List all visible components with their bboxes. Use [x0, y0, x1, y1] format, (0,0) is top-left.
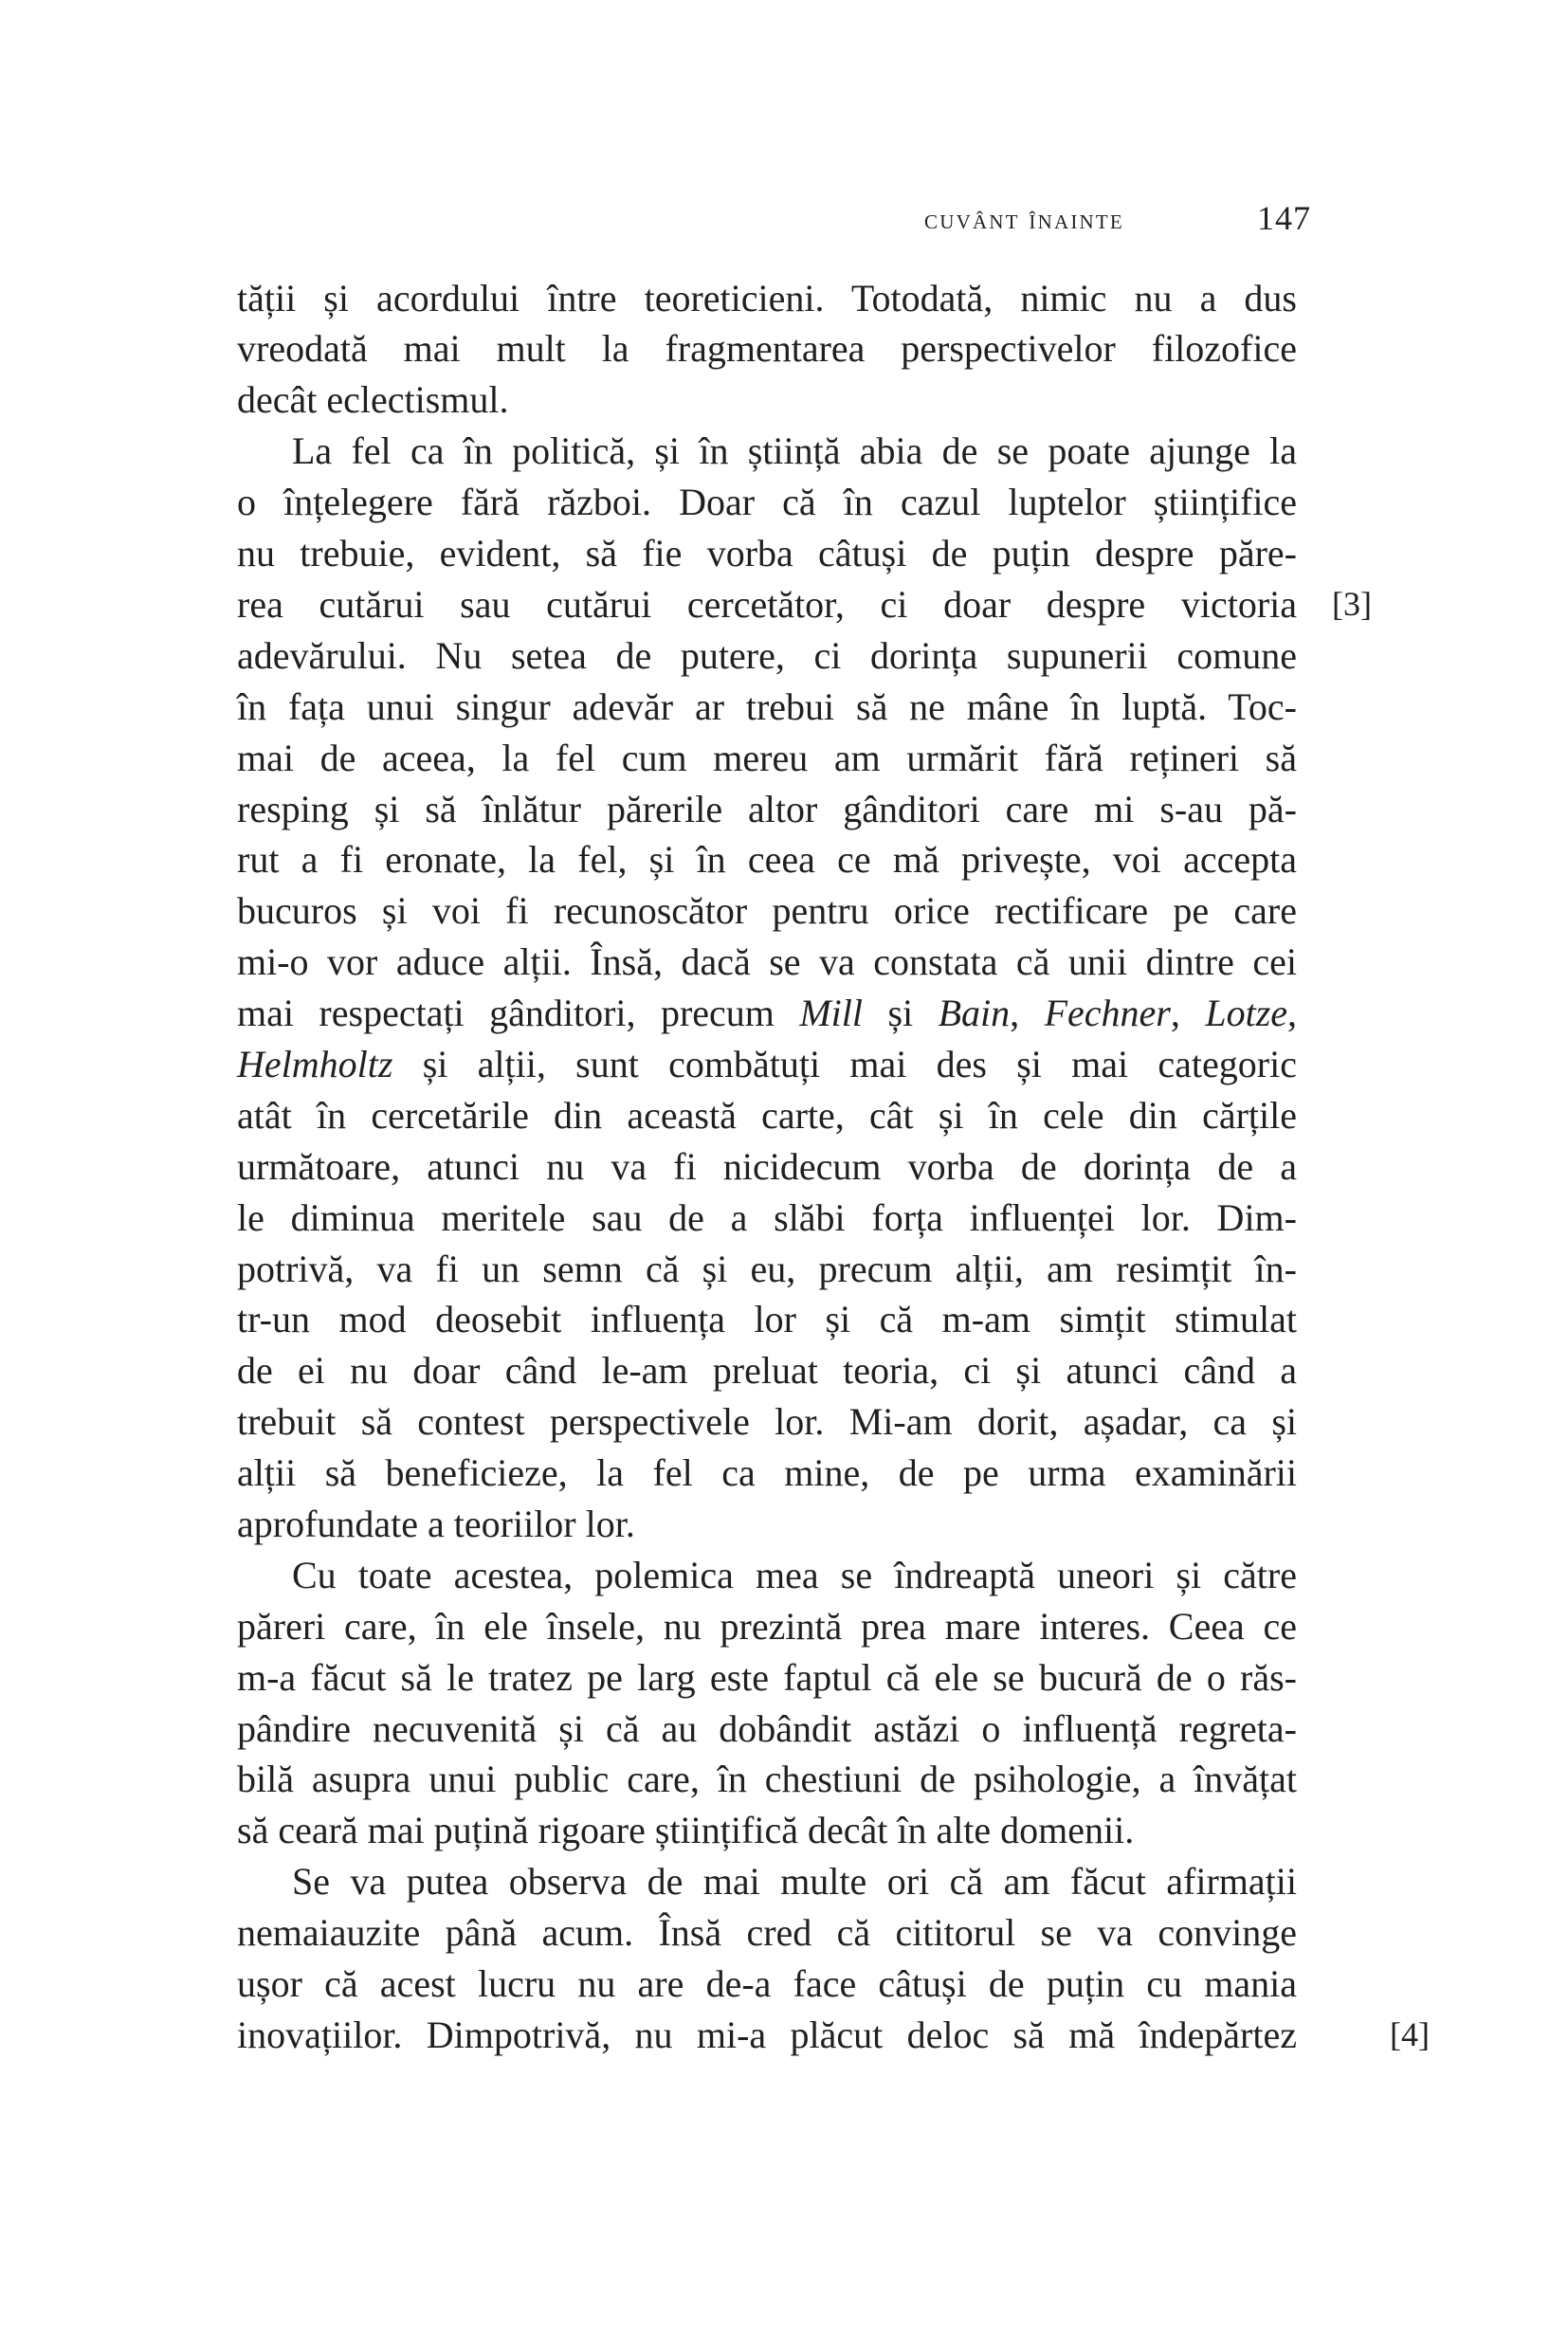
text-line: adevărului. Nu setea de putere, ci dorința supunerii comune	[237, 633, 1297, 677]
text-line: o înțelegere fără război. Doar că în cazul luptelor științifice	[237, 481, 1297, 524]
text-line: aprofundate a teoriilor lor.	[237, 1502, 635, 1545]
text-line: rut a fi eronate, la fel, și în ceea ce mă privește, voi accepta	[237, 838, 1297, 882]
text-line: le diminua meritele sau de a slăbi forța influenței lor. Dim-	[237, 1195, 1297, 1239]
text-segment: mai respectați gânditori, precum	[237, 992, 800, 1035]
text-line: Cu toate acestea, polemica mea se îndreaptă uneori și către	[292, 1553, 1297, 1596]
text-line: m-a făcut să le tratez pe larg este faptul că ele se bucură de o răs-	[237, 1655, 1297, 1699]
text-line: tății și acordului între teoreticieni. Totodată, nimic nu a dus	[237, 276, 1297, 319]
text-line: bilă asupra unui public care, în chestiuni de psihologie, a învățat	[237, 1758, 1297, 1801]
text-line: mai de aceea, la fel cum mereu am urmărit fără rețineri să	[237, 736, 1297, 779]
text-line: Se va putea observa de mai multe ori că am făcut afirmații	[292, 1860, 1297, 1904]
text-line: La fel ca în politică, și în știință abia de se poate ajunge la	[292, 429, 1297, 473]
text-segment: și	[863, 992, 939, 1035]
text-line: alții să beneficieze, la fel ca mine, de pe urma examinării	[237, 1451, 1297, 1495]
text-line-with-names	[237, 988, 1297, 1039]
text-line: potrivă, va fi un semn că și eu, precum alții, am resimțit în-	[237, 1247, 1297, 1290]
text-segment: ,	[1170, 992, 1206, 1035]
text-line: nemaiauzite până acum. Însă cred că cititorul se va convinge	[237, 1911, 1297, 1955]
margin-page-reference-3: [3]	[1332, 585, 1372, 623]
text-line: tr-un mod deosebit influența lor și că m-am simțit stimulat	[237, 1298, 1297, 1341]
text-line: mi-o vor aduce alții. Însă, dacă se va constata că unii dintre cei	[237, 940, 1297, 984]
text-line: trebuit să contest perspectivele lor. Mi-am dorit, așadar, ca și	[237, 1400, 1297, 1444]
text-line: resping și să înlătur părerile altor gânditori care mi s-au pă-	[237, 787, 1297, 830]
text-line: inovațiilor. Dimpotrivă, nu mi-a plăcut deloc să mă îndepărtez	[237, 2013, 1297, 2056]
text-line: nu trebuie, evident, să fie vorba câtuși de puțin despre păre-	[237, 532, 1297, 575]
text-line: ușor că acest lucru nu are de-a face câtuși de puțin cu mania	[237, 1961, 1297, 2005]
body-text	[237, 273, 1297, 2061]
text-line-with-names	[237, 1039, 1297, 1090]
text-segment: ,	[1010, 992, 1045, 1035]
author-name-helmholtz: Helmholtz	[237, 1042, 393, 1085]
author-name-mill: Mill	[799, 992, 864, 1035]
author-name-lotze: Lotze	[1205, 992, 1288, 1035]
page-number: 147	[1257, 199, 1311, 237]
author-name-fechner: Fechner	[1044, 992, 1171, 1035]
text-line: în fața unui singur adevăr ar trebui să ne mâne în luptă. Toc-	[237, 684, 1297, 728]
margin-page-reference-4: [4]	[1390, 2015, 1430, 2054]
author-name-bain: Bain	[938, 992, 1011, 1035]
text-line: decât eclectismul.	[237, 378, 509, 422]
text-line: următoare, atunci nu va fi nicidecum vorba de dorința de a	[237, 1144, 1297, 1188]
text-line: vreodată mai mult la fragmentarea perspectivelor filozofice	[237, 327, 1297, 371]
text-line: pândire necuvenită și că au dobândit astăzi o influență regreta-	[237, 1706, 1297, 1750]
text-line: să ceară mai puțină rigoare științifică decât în alte domenii.	[237, 1809, 1135, 1852]
text-line: păreri care, în ele însele, nu prezintă prea mare interes. Ceea ce	[237, 1604, 1297, 1648]
text-line: rea cutărui sau cutărui cercetător, ci doar despre victoria	[237, 582, 1297, 626]
text-line: bucuros și voi fi recunoscător pentru orice rectificare pe care	[237, 889, 1297, 933]
text-segment: ,	[1287, 992, 1298, 1035]
text-line: de ei nu doar când le-am preluat teoria, ci și atunci când a	[237, 1349, 1297, 1393]
text-segment: și alții, sunt combătuți mai des și mai categoric	[392, 1042, 1297, 1085]
running-head-title: cuvânt înainte	[924, 204, 1124, 235]
text-line: atât în cercetările din această carte, cât și în cele din cărțile	[237, 1093, 1297, 1137]
